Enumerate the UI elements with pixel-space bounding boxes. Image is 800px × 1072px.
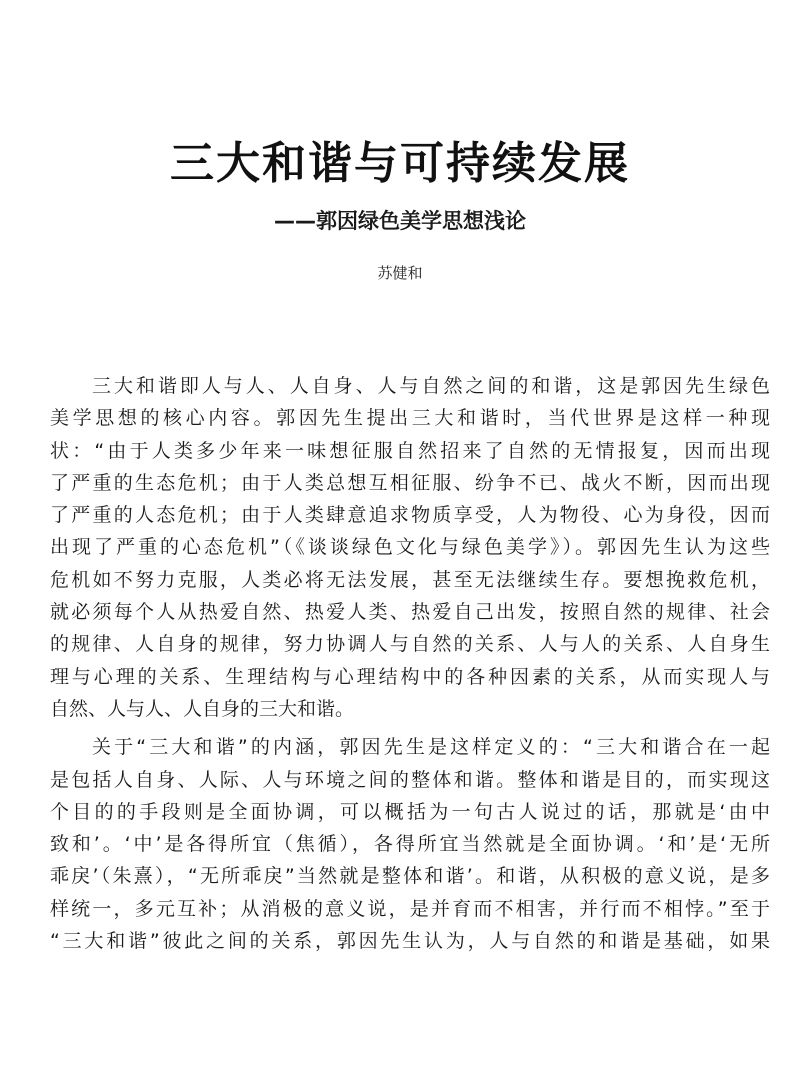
text-line: 的规律、人自身的规律，努力协调人与自然的关系、人与人的关系、人自身生	[50, 633, 770, 656]
text-line: 出现了严重的心态危机”（《谈谈绿色文化与绿色美学》）。郭因先生认为这些	[50, 536, 770, 559]
text-line: 样统一，多元互补；从消极的意义说，是并育而不相害，并行而不相悖。”至于	[50, 897, 770, 920]
text-line: 美学思想的核心内容。郭因先生提出三大和谐时，当代世界是这样一种现	[50, 407, 770, 430]
text-line: 关于“三大和谐”的内涵，郭因先生是这样定义的：“三大和谐合在一起	[92, 736, 770, 759]
article-subtitle: ——郭因绿色美学思想浅论	[274, 209, 526, 233]
text-line: 就必须每个人从热爱自然、热爱人类、热爱自己出发，按照自然的规律、社会	[50, 601, 770, 624]
text-line: 三大和谐即人与人、人自身、人与自然之间的和谐，这是郭因先生绿色	[92, 375, 770, 397]
text-line: 是包括人自身、人际、人与环境之间的整体和谐。整体和谐是目的，而实现这	[50, 768, 770, 791]
text-line: 了严重的生态危机；由于人类总想互相征服、纷争不已、战火不断，因而出现	[50, 471, 770, 494]
text-line: 致和’。‘中’是各得所宜（焦循），各得所宜当然就是全面协调。‘和’是‘无所	[50, 833, 770, 856]
article-author: 苏健和	[377, 264, 423, 282]
paragraph-1	[50, 370, 770, 725]
text-line: 理与心理的关系、生理结构与心理结构中的各种因素的关系，从而实现人与	[50, 665, 770, 688]
text-line: 危机如不努力克服，人类必将无法发展，甚至无法继续生存。要想挽救危机，	[50, 568, 770, 591]
text-line: 个目的的手段则是全面协调，可以概括为一句古人说过的话，那就是‘由中	[50, 800, 770, 823]
article-body	[50, 370, 770, 957]
article-title: 三大和谐与可持续发展	[170, 138, 630, 189]
text-line: 乖戾’（朱熹），“无所乖戾”当然就是整体和谐’。和谐，从积极的意义说，是多	[50, 865, 770, 888]
paragraph-2	[50, 731, 770, 957]
text-line: 状：“由于人类多少年来一味想征服自然招来了自然的无情报复，因而出现	[50, 439, 770, 462]
text-line: 了严重的人态危机；由于人类肆意追求物质享受，人为物役、心为身役，因而	[50, 504, 770, 527]
text-line: “三大和谐”彼此之间的关系，郭因先生认为，人与自然的和谐是基础，如果	[50, 930, 770, 953]
text-line: 自然、人与人、人自身的三大和谐。	[50, 697, 355, 720]
